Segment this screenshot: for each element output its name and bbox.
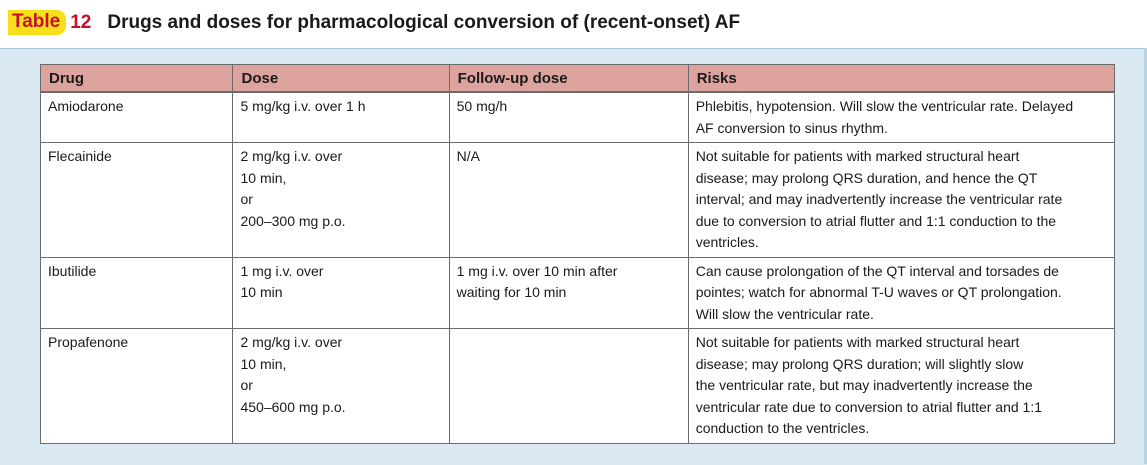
cell-risks-line: interval; and may inadvertently increase the ventricular rate: [695, 191, 1063, 207]
cell-followup-dose: [449, 329, 688, 444]
cell-dose-line: 2 mg/kg i.v. over: [240, 334, 343, 350]
cell-dose-line: 450–600 mg p.o.: [240, 398, 346, 415]
cell-risks: [688, 329, 1114, 444]
table-number: 12: [70, 11, 92, 33]
cell-risks-line: Phlebitis, hypotension. Will slow the ventricular rate. Delayed: [695, 98, 1074, 114]
column-header-drug: Drug: [41, 65, 233, 93]
cell-followup-dose: [449, 143, 688, 258]
table-title: [8, 10, 740, 35]
cell-risks-line: pointes; watch for abnormal T-U waves or QT prolongation.: [695, 284, 1062, 300]
cell-risks: [688, 257, 1114, 329]
cell-followup-dose: [449, 92, 688, 143]
cell-dose: [233, 92, 449, 143]
cell-drug: Ibutilide: [41, 257, 233, 329]
cell-dose-line: 10 min,: [240, 169, 287, 186]
header-row: [41, 65, 1115, 93]
cell-followup-dose-line: N/A: [456, 148, 480, 164]
cell-risks-line: Will slow the ventricular rate.: [695, 305, 874, 322]
cell-risks: [688, 92, 1114, 143]
cell-dose-line: or: [240, 191, 253, 207]
cell-risks-line: Can cause prolongation of the QT interval and torsades de: [695, 262, 1059, 279]
column-header-risks: Risks: [688, 65, 1114, 93]
cell-drug: Propafenone: [41, 329, 233, 444]
cell-risks-line: Not suitable for patients with marked structural heart: [695, 334, 1020, 350]
cell-risks: [688, 143, 1114, 258]
drug-dose-table: [40, 64, 1115, 444]
cell-dose: [233, 257, 449, 329]
cell-drug: Flecainide: [41, 143, 233, 258]
cell-risks-line: Not suitable for patients with marked structural heart: [695, 148, 1020, 164]
table-caption: Drugs and doses for pharmacological conversion of (recent-onset) AF: [107, 11, 741, 33]
cell-drug: Amiodarone: [41, 92, 233, 143]
table-label: Table: [8, 10, 66, 35]
table-row: [41, 257, 1115, 329]
cell-risks-line: AF conversion to sinus rhythm.: [695, 119, 888, 136]
cell-dose: [233, 143, 449, 258]
cell-dose-line: or: [240, 377, 253, 393]
column-header-dose: Dose: [233, 65, 449, 93]
cell-followup-dose-line: 50 mg/h: [456, 98, 508, 114]
table-row: [41, 92, 1115, 143]
table-row: [41, 329, 1115, 444]
cell-followup-dose-line: waiting for 10 min: [456, 284, 567, 300]
cell-dose-line: 1 mg i.v. over: [240, 262, 324, 279]
cell-dose-line: 10 min,: [240, 355, 287, 372]
cell-dose: [233, 329, 449, 444]
table-panel: [0, 48, 1147, 465]
cell-dose-line: 10 min: [240, 284, 283, 300]
cell-risks-line: conduction to the ventricles.: [695, 420, 870, 436]
cell-dose-line: 2 mg/kg i.v. over: [240, 148, 343, 164]
cell-risks-line: due to conversion to atrial flutter and 1:1 conduction to the: [695, 212, 1057, 229]
cell-risks-line: the ventricular rate, but may inadvertently increase the: [695, 377, 1033, 393]
cell-risks-line: disease; may prolong QRS duration; will slightly slow: [695, 355, 1024, 372]
cell-followup-dose: [449, 257, 688, 329]
cell-risks-line: ventricles.: [695, 234, 759, 250]
cell-followup-dose-line: 1 mg i.v. over 10 min after: [456, 262, 618, 279]
table-body: [41, 92, 1115, 443]
cell-dose-line: 5 mg/kg i.v. over 1 h: [240, 98, 366, 114]
cell-risks-line: ventricular rate due to conversion to atrial flutter and 1:1: [695, 398, 1043, 415]
cell-dose-line: 200–300 mg p.o.: [240, 212, 346, 229]
column-header-followup-dose: Follow-up dose: [449, 65, 688, 93]
table-row: [41, 143, 1115, 258]
cell-risks-line: disease; may prolong QRS duration, and hence the QT: [695, 169, 1038, 186]
table-header: [0, 0, 1147, 50]
